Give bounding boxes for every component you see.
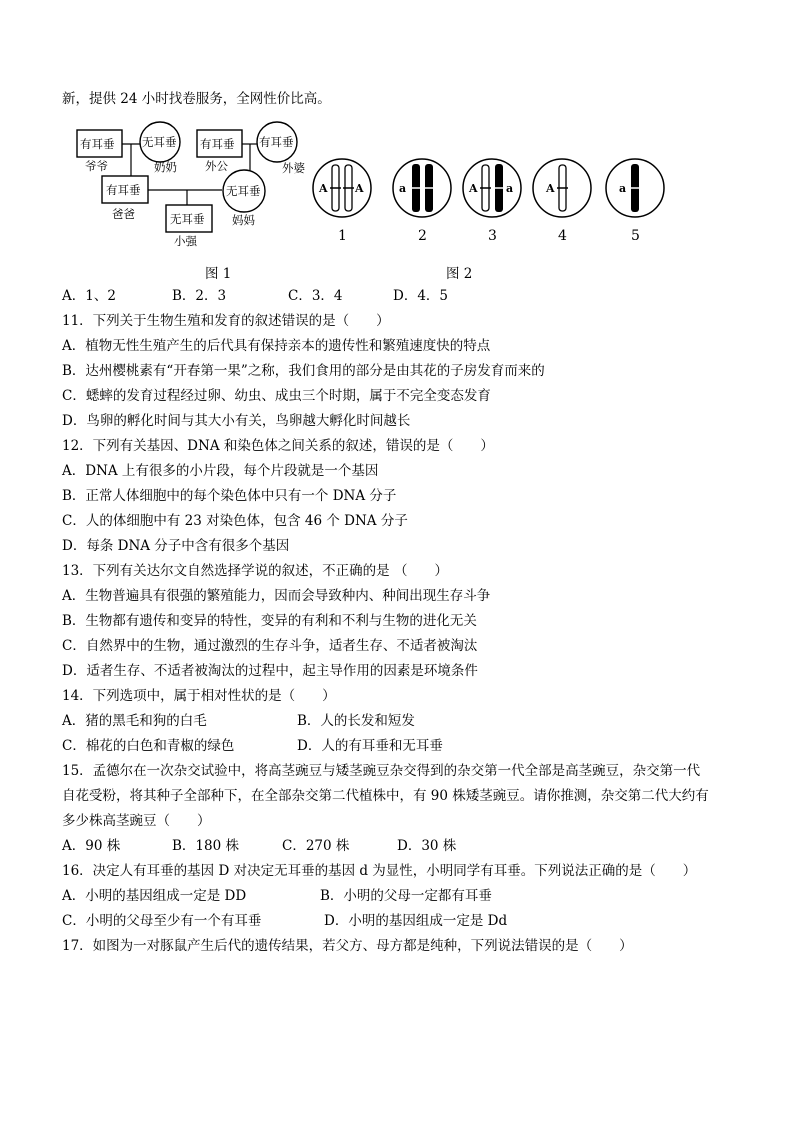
q17-stem: 17．如图为一对豚鼠产生后代的遗传结果，若父方、母方都是纯种，下列说法错误的是（ ） xyxy=(62,938,633,954)
q16-option-b: B．小明的父母一定都有耳垂 xyxy=(320,888,492,904)
maternal-grandpa-trait: 有耳垂 xyxy=(200,137,235,151)
xiaoqiang-name: 小强 xyxy=(174,234,197,248)
q10-option-a: A．1、2 xyxy=(62,288,116,304)
q15-stem-line-3: 多少株高茎豌豆（ ） xyxy=(62,813,211,829)
cell-2-number: 2 xyxy=(418,228,427,244)
cell-4-number: 4 xyxy=(558,228,567,244)
grandma-name: 奶奶 xyxy=(154,160,177,174)
q15-stem-line-1: 15．孟德尔在一次杂交试验中，将高茎豌豆与矮茎豌豆杂交得到的杂交第一代全部是高茎豌豆，杂交第一代 xyxy=(62,763,701,779)
q13-option-b: B．生物都有遗传和变异的特性，变异的有利和不利与生物的进化无关 xyxy=(62,613,477,629)
figure-1-caption: 图 1 xyxy=(205,266,232,282)
cell-3-right-allele: a xyxy=(506,182,514,195)
cell-2-allele: a xyxy=(399,182,407,195)
grandpa-name: 爷爷 xyxy=(85,159,108,173)
q12-option-a: A．DNA 上有很多的小片段，每个片段就是一个基因 xyxy=(62,463,379,479)
q13-stem: 13．下列有关达尔文自然选择学说的叙述，不正确的是 （ ） xyxy=(62,563,448,579)
q12-option-b: B．正常人体细胞中的每个染色体中只有一个 DNA 分子 xyxy=(62,488,397,504)
intro-text: 新，提供 24 小时找卷服务，全网性价比高。 xyxy=(62,91,331,107)
q15-option-a: A．90 株 xyxy=(62,838,121,854)
grandma-trait: 无耳垂 xyxy=(142,135,177,149)
cell-1-right-allele: A xyxy=(355,182,364,195)
q16-option-d: D．小明的基因组成一定是 Dd xyxy=(324,913,508,929)
maternal-grandpa-name: 外公 xyxy=(205,159,228,173)
q11-option-a: A．植物无性生殖产生的后代具有保持亲本的遗传性和繁殖速度快的特点 xyxy=(62,338,491,354)
q14-stem: 14．下列选项中，属于相对性状的是（ ） xyxy=(62,688,336,704)
cell-5-number: 5 xyxy=(631,228,640,244)
q10-option-d: D．4．5 xyxy=(393,288,449,304)
cell-3-left-allele: A xyxy=(469,182,478,195)
q11-option-d: D．鸟卵的孵化时间与其大小有关，鸟卵越大孵化时间越长 xyxy=(62,413,411,429)
q15-option-b: B．180 株 xyxy=(172,838,239,854)
q10-option-c: C．3．4 xyxy=(288,288,343,304)
q12-option-d: D．每条 DNA 分子中含有很多个基因 xyxy=(62,538,290,554)
q14-option-c: C．棉花的白色和青椒的绿色 xyxy=(62,738,235,754)
q11-option-b: B．达州樱桃素有“开春第一果”之称，我们食用的部分是由其花的子房发育而来的 xyxy=(62,363,545,379)
q12-option-c: C．人的体细胞中有 23 对染色体，包含 46 个 DNA 分子 xyxy=(62,513,408,529)
q12-stem: 12．下列有关基因、DNA 和染色体之间关系的叙述，错误的是（ ） xyxy=(62,438,494,454)
cell-1-number: 1 xyxy=(338,228,347,244)
q15-option-d: D．30 株 xyxy=(397,838,457,854)
q16-option-c: C．小明的父母至少有一个有耳垂 xyxy=(62,913,262,929)
q15-stem-line-2: 自花受粉，将其种子全部种下，在全部杂交第二代植株中，有 90 株矮茎豌豆。请你推测，杂交第二代大约有 xyxy=(62,788,709,804)
maternal-grandma-trait: 有耳垂 xyxy=(259,135,294,149)
q11-stem: 11．下列关于生物生殖和发育的叙述错误的是（ ） xyxy=(62,313,390,329)
figure-area xyxy=(62,118,762,288)
grandpa-trait: 有耳垂 xyxy=(80,137,115,151)
q11-option-c: C．蟋蟀的发育过程经过卵、幼虫、成虫三个时期，属于不完全变态发育 xyxy=(62,388,491,404)
q14-option-d: D．人的有耳垂和无耳垂 xyxy=(297,738,443,754)
cell-4-allele: A xyxy=(546,182,555,195)
q14-option-b: B．人的长发和短发 xyxy=(297,713,415,729)
maternal-grandma-name: 外婆 xyxy=(282,161,305,175)
figure-2-caption: 图 2 xyxy=(446,266,473,282)
q13-option-d: D．适者生存、不适者被淘汰的过程中，起主导作用的因素是环境条件 xyxy=(62,663,478,679)
cell-1-left-allele: A xyxy=(319,182,328,195)
q10-option-b: B．2．3 xyxy=(172,288,227,304)
pedigree-and-chromosomes xyxy=(62,118,762,288)
q14-option-a: A．猪的黑毛和狗的白毛 xyxy=(62,713,207,729)
father-trait: 有耳垂 xyxy=(106,183,141,197)
q16-stem: 16．决定人有耳垂的基因 D 对决定无耳垂的基因 d 为显性，小明同学有耳垂。下列说法正确的是（ ） xyxy=(62,863,697,879)
cell-3-number: 3 xyxy=(488,228,497,244)
mother-trait: 无耳垂 xyxy=(226,184,261,198)
q13-option-c: C．自然界中的生物，通过激烈的生存斗争，适者生存、不适者被淘汰 xyxy=(62,638,478,654)
father-name: 爸爸 xyxy=(112,207,135,221)
mother-name: 妈妈 xyxy=(232,213,255,227)
q13-option-a: A．生物普遍具有很强的繁殖能力，因而会导致种内、种间出现生存斗争 xyxy=(62,588,491,604)
q16-option-a: A．小明的基因组成一定是 DD xyxy=(62,888,247,904)
q15-option-c: C．270 株 xyxy=(282,838,350,854)
xiaoqiang-trait: 无耳垂 xyxy=(170,212,205,226)
cell-5-allele: a xyxy=(619,182,627,195)
